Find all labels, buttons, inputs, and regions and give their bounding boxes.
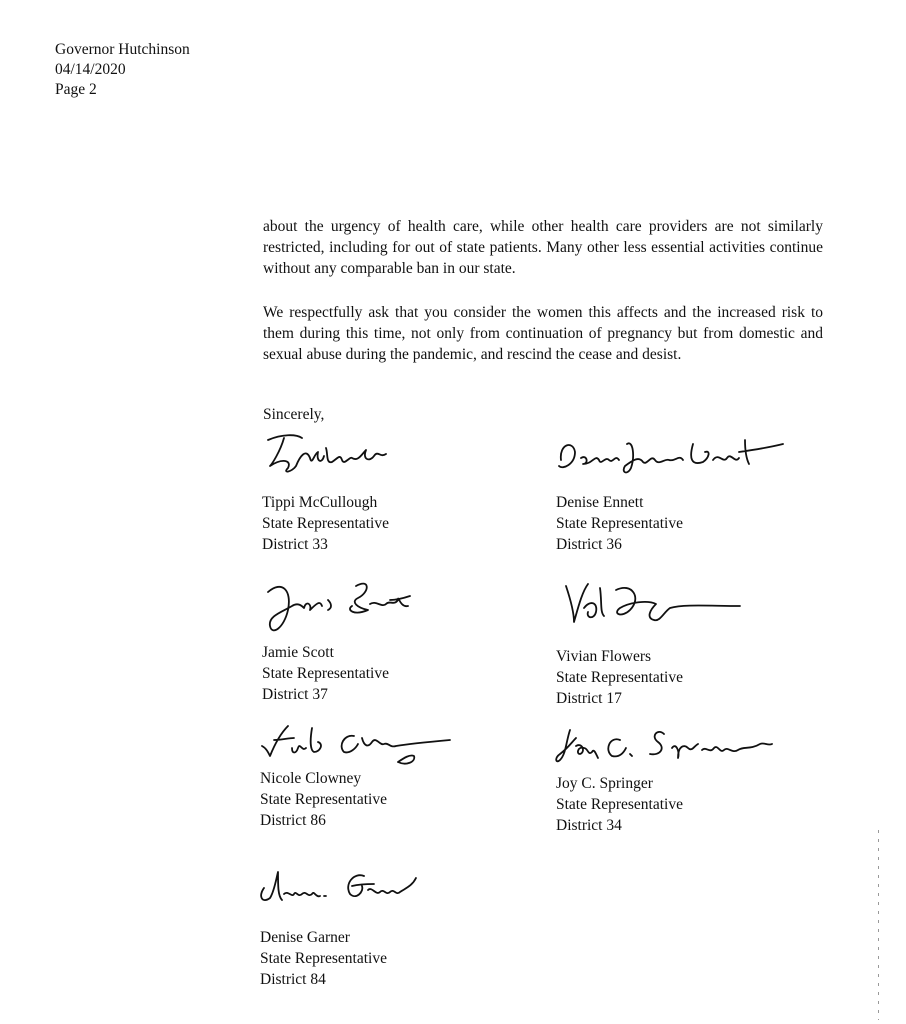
signer-name: Denise Garner <box>260 929 350 946</box>
scan-artifact-line <box>878 830 879 1020</box>
signer-block <box>556 646 683 709</box>
signer-district: District 84 <box>260 971 326 988</box>
closing-salutation: Sincerely, <box>263 406 325 423</box>
signer-name: Vivian Flowers <box>556 648 652 665</box>
date-line: 04/14/2020 <box>55 61 126 78</box>
signer-title: State Representative <box>260 791 387 808</box>
signature-vivian-flowers <box>560 578 760 633</box>
body-paragraph-1: about the urgency of health care, while other health care providers are not similarly restricted, including for out of state patients. Many other less essential activities continue without any comparable ban in our state. <box>263 218 823 277</box>
body-paragraph-2: We respectfully ask that you consider the women this affects and the increased risk to them during this time, not only from continuation of pregnancy but from domestic and sexual abuse during the pandemic, and rescind the cease and desist. <box>263 304 823 363</box>
signer-title: State Representative <box>262 665 389 682</box>
signature-joy-springer <box>554 724 784 770</box>
signer-block <box>260 768 387 831</box>
signer-district: District 86 <box>260 812 326 829</box>
signature-tippi-mccullough <box>262 428 392 488</box>
signer-title: State Representative <box>260 950 387 967</box>
letter-header <box>55 40 190 100</box>
signer-name: Tippi McCullough <box>262 494 378 511</box>
signer-name: Jamie Scott <box>262 644 334 661</box>
signer-district: District 33 <box>262 536 328 553</box>
signature-jamie-scott <box>258 570 418 640</box>
recipient-line: Governor Hutchinson <box>55 41 190 58</box>
signature-denise-ennett <box>553 430 793 480</box>
signer-block <box>262 642 389 705</box>
signer-title: State Representative <box>556 796 683 813</box>
signer-district: District 34 <box>556 817 622 834</box>
signer-title: State Representative <box>262 515 389 532</box>
signer-district: District 17 <box>556 690 622 707</box>
signer-name: Joy C. Springer <box>556 775 653 792</box>
signer-district: District 36 <box>556 536 622 553</box>
signer-block <box>260 927 387 990</box>
signer-name: Nicole Clowney <box>260 770 362 787</box>
signer-block <box>556 492 683 555</box>
signature-denise-garner <box>256 862 426 912</box>
signer-title: State Representative <box>556 515 683 532</box>
signer-block <box>262 492 389 555</box>
page-number: Page 2 <box>55 81 97 98</box>
signer-block <box>556 773 683 836</box>
signer-name: Denise Ennett <box>556 494 644 511</box>
signer-district: District 37 <box>262 686 328 703</box>
signer-title: State Representative <box>556 669 683 686</box>
